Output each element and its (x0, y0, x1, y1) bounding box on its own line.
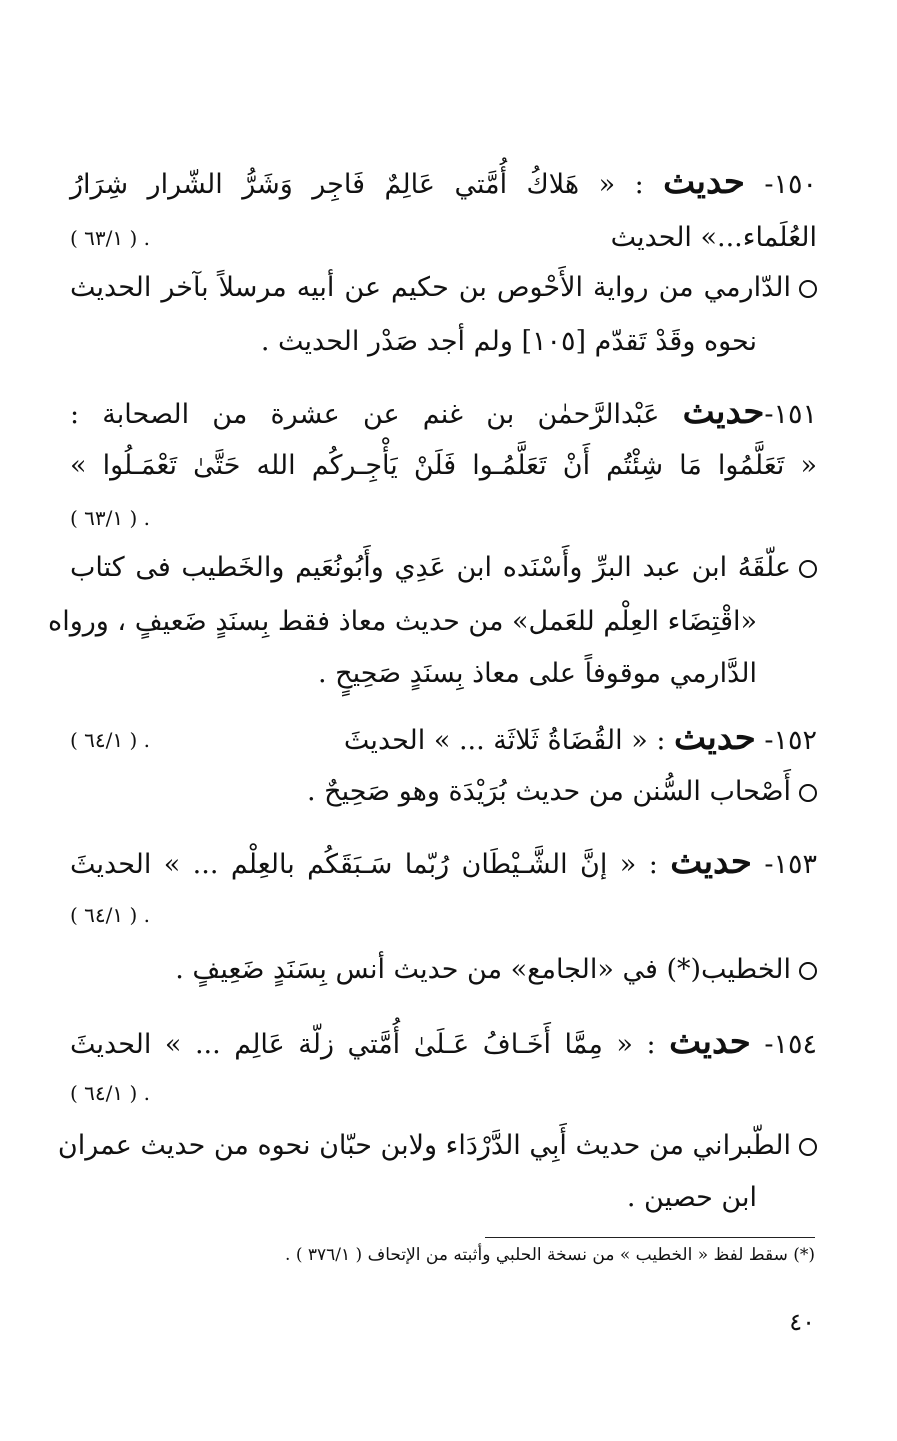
circle-bullet-icon (799, 784, 817, 802)
hadith-text: : « إنَّ الشَّـيْطَان رُبّما سَـبَقَكُم بالعِلْم ... » الحديثَ (70, 849, 658, 880)
circle-bullet-icon (799, 1138, 817, 1156)
hadith-154-line1 (70, 1022, 817, 1065)
hadith-number: ١٥١- (764, 399, 817, 430)
hadith-152-note-1: أَصْحاب السُّنن من حديث بُرَيْدَة وهو صَحِيحٌ . (70, 772, 817, 812)
hadith-text: : « مِمَّا أَخَـافُ عَـلَىٰ أُمَّتي زلّة عَالِم ... » الحديثَ (70, 1029, 656, 1060)
hadith-153-ref: ( ٦٤/١ ) . (70, 903, 151, 927)
hadith-154-note-2: ابن حصين . (626, 1182, 757, 1213)
circle-bullet-icon (799, 560, 817, 578)
hadith-number: ١٥٠- (764, 169, 817, 200)
hadith-text: : « القُضَاةُ ثَلاثَة ... » الحديثَ (343, 725, 666, 756)
hadith-text: عَبْدالرَّحمٰن بن غنم عن عشرة من الصحابة : (70, 399, 660, 430)
footnote: (*) سقط لفظ « الخطيب » من نسخة الحلبي وأثبته من الإتحاف ( ٣٧٦/١ ) . (285, 1245, 815, 1265)
hadith-150-note-2: نحوه وقَدْ تَقدّم [١٠٥] ولم أجد صَدْر الحديث . (260, 326, 757, 357)
hadith-150-note-1: الدّارمي من رواية الأَحْوص بن حكيم عن أبيه مرسلاً بآخر الحديث (70, 268, 817, 308)
hadith-151-note-2: «اقْتِضَاء العِلْم للعَمل» من حديث معاذ فقط بِسنَدٍ ضَعيفٍ ، ورواه (48, 606, 757, 637)
hadith-text: : « هَلاكُ أُمَّتي عَالِمٌ فَاجِر وَشَرُّ الشّرار شِرَارُ (70, 169, 644, 200)
hadith-152-ref: ( ٦٤/١ ) . (70, 728, 151, 752)
hadith-number: ١٥٤- (764, 1029, 817, 1060)
hadith-number: ١٥٢- (764, 725, 817, 756)
hadith-keyword: حديث (670, 842, 752, 882)
hadith-keyword: حديث (669, 1022, 751, 1062)
hadith-151-line2: « تَعَلَّمُوا مَا شِئْتُم أَنْ تَعَلَّمُـوا فَلَنْ يَأْجِـركُم الله حَتَّىٰ تَعْمَـلُوا » (70, 450, 817, 481)
hadith-151-note-1: علّقَهُ ابن عبد البرِّ وأَسْنَده ابن عَدِي وأَبُونُعَيم والخَطيب فى كتاب (70, 548, 817, 588)
hadith-154-note-1: الطّبراني من حديث أَبِي الدَّرْدَاء ولابن حبّان نحوه من حديث عمران (70, 1126, 817, 1166)
hadith-number: ١٥٣- (764, 849, 817, 880)
hadith-151-line1 (70, 392, 817, 435)
hadith-150-ref: ( ٦٣/١ ) . (70, 226, 151, 250)
hadith-150-line2 (70, 218, 817, 258)
hadith-154-ref: ( ٦٤/١ ) . (70, 1081, 151, 1105)
hadith-151-ref: ( ٦٣/١ ) . (70, 506, 151, 530)
hadith-150-line1 (70, 162, 817, 205)
hadith-keyword: حديث (674, 718, 756, 758)
hadith-text: العُلَماء...» الحديث (610, 222, 817, 253)
circle-bullet-icon (799, 280, 817, 298)
footnote-divider (485, 1237, 815, 1238)
hadith-keyword: حديث (682, 392, 765, 432)
hadith-153-note-1: الخطيب(*) في «الجامع» من حديث أنس بِسَنَدٍ ضَعِيفٍ . (70, 950, 817, 990)
hadith-keyword: حديث (663, 162, 745, 202)
hadith-151-note-3: الدَّارمي موقوفاً على معاذ بِسنَدٍ صَحِيحٍ . (317, 658, 757, 689)
page-number: ٤٠ (789, 1308, 815, 1336)
circle-bullet-icon (799, 962, 817, 980)
hadith-152-line1 (70, 718, 817, 761)
hadith-153-line1 (70, 842, 817, 885)
